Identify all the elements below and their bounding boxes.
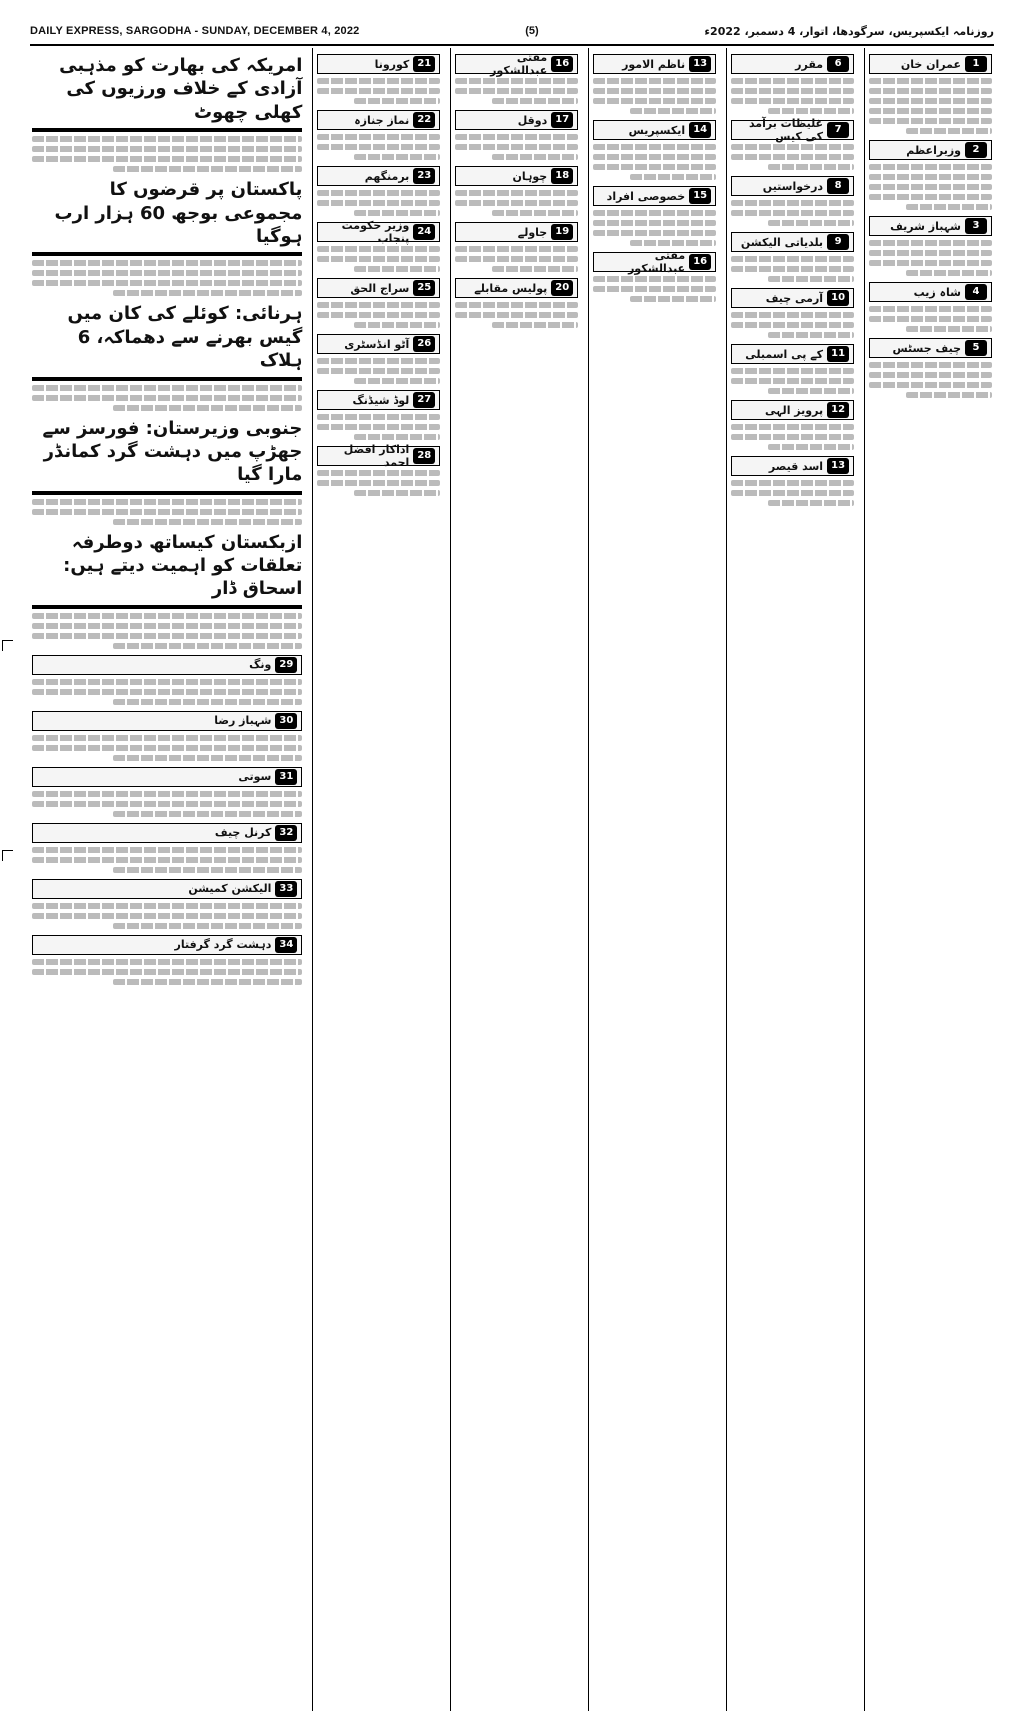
section-title: سوتی	[238, 770, 272, 784]
headline-1	[32, 54, 302, 172]
section-number: 2	[965, 142, 987, 158]
page-number: (5)	[525, 25, 539, 37]
section-title: لوڈ شیڈنگ	[352, 393, 410, 407]
section-title: آٹو انڈسٹری	[344, 337, 410, 351]
headline-subbar	[32, 491, 302, 495]
section-number: 31	[275, 769, 297, 785]
section-title: عمران خان	[900, 57, 961, 71]
crop-marker	[2, 850, 13, 861]
section-number: 16	[689, 254, 711, 270]
section-title: شاہ زیب	[913, 285, 961, 299]
section-number: 30	[275, 713, 297, 729]
section-number: 9	[827, 234, 849, 250]
column-6	[28, 48, 306, 1711]
section-title: درخواستیں	[762, 179, 824, 193]
content-grid	[28, 48, 996, 1711]
section-title: سراج الحق	[350, 281, 410, 295]
section-number: 6	[827, 56, 849, 72]
section-title: شہباز رضا	[214, 714, 272, 728]
section-2	[869, 140, 992, 210]
section-title: چوہان	[512, 169, 548, 183]
section-4	[869, 282, 992, 332]
section-title: الیکشن کمیشن	[188, 882, 272, 896]
section-title: اداکار افضل احمد	[343, 443, 410, 469]
section-title: کورونا	[374, 57, 410, 71]
section-number: 13	[827, 458, 849, 474]
section-number: 33	[275, 881, 297, 897]
section-title: مفتی عبدالشکور	[490, 51, 548, 77]
section-title: آرمی چیف	[765, 291, 824, 305]
section-title: ناظم الامور	[622, 57, 686, 71]
headline-subbar	[32, 605, 302, 609]
section-number: 20	[551, 280, 573, 296]
section-title: پرویز الہی	[764, 403, 824, 417]
masthead	[30, 18, 994, 46]
section-number: 13	[689, 56, 711, 72]
headline-text: ازبکستان کیساتھ دوطرفہ تعلقات کو اہمیت دیتے ہیں: اسحاق ڈار	[63, 531, 303, 600]
section-1	[869, 54, 992, 134]
section-title: نماز جنازہ	[354, 113, 410, 127]
section-title: برمنگھم	[364, 169, 410, 183]
headline-text: پاکستان پر قرضوں کا مجموعی بوجھ 60 ہزار ارب ہوگیا	[54, 179, 303, 247]
section-number: 11	[827, 346, 849, 362]
headline-text: ہرنائی: کوئلے کی کان میں گیس بھرنے سے دھماکہ، 6 ہلاک	[67, 303, 303, 372]
column-1	[864, 48, 996, 1711]
section-title: غلیظات برآمد کی کیس	[748, 117, 824, 143]
section-title: دہشت گرد گرفتار	[174, 938, 272, 952]
headline-4	[32, 417, 302, 525]
column-4	[450, 48, 582, 1711]
section-number: 14	[689, 122, 711, 138]
column-2	[726, 48, 858, 1711]
section-number: 10	[827, 290, 849, 306]
section-title: ایکسپریس	[628, 123, 686, 137]
section-number: 27	[413, 392, 435, 408]
section-31	[32, 767, 302, 817]
masthead-left: DAILY EXPRESS, SARGODHA - SUNDAY, DECEMBER 4, 2022	[30, 25, 360, 37]
section-title: وزیراعظم	[906, 143, 961, 157]
headline-5	[32, 531, 302, 649]
section-5	[869, 338, 992, 398]
section-32	[32, 823, 302, 873]
headline-2	[32, 178, 302, 296]
masthead-right: روزنامہ ایکسپریس، سرگودھا، اتوار، 4 دسمبر، 2022ء	[704, 24, 994, 38]
section-number: 12	[827, 402, 849, 418]
text-lines	[869, 78, 992, 134]
section-number: 4	[965, 284, 987, 300]
section-title: کے پی اسمبلی	[745, 347, 824, 361]
section-header	[869, 54, 992, 74]
section-number: 3	[965, 218, 987, 234]
section-title: کرنل چیف	[214, 826, 272, 840]
section-3	[869, 216, 992, 276]
section-33	[32, 879, 302, 929]
section-29	[32, 655, 302, 705]
section-title: شہباز شریف	[890, 219, 961, 233]
section-title: پولیس مقابلے	[474, 281, 548, 295]
section-number: 22	[413, 112, 435, 128]
section-number: 5	[965, 340, 987, 356]
section-title: چیف جسٹس	[892, 341, 961, 355]
headline-subbar	[32, 252, 302, 256]
column-5	[312, 48, 444, 1711]
headline-text: امریکہ کی بھارت کو مذہبی آزادی کے خلاف ورزیوں کی کھلی چھوٹ	[59, 55, 303, 123]
headline-text: جنوبی وزیرستان: فورسز سے جھڑپ میں دہشت گرد کمانڈر مارا گیا	[42, 417, 303, 486]
section-title: مفتی عبدالشکور	[628, 249, 686, 275]
section-34	[32, 935, 302, 985]
section-number: 28	[413, 448, 435, 464]
section-number: 17	[551, 112, 573, 128]
section-number: 15	[689, 188, 711, 204]
section-number: 29	[275, 657, 297, 673]
section-number: 8	[827, 178, 849, 194]
section-number: 18	[551, 168, 573, 184]
section-number: 1	[965, 56, 987, 72]
section-number: 34	[275, 937, 297, 953]
section-title: جاولے	[517, 225, 548, 239]
section-number: 24	[413, 224, 435, 240]
section-number: 23	[413, 168, 435, 184]
section-number: 19	[551, 224, 573, 240]
section-title: اسد قیصر	[768, 459, 824, 473]
section-number: 32	[275, 825, 297, 841]
section-title: خصوصی افراد	[606, 189, 686, 203]
section-30	[32, 711, 302, 761]
section-title: بلدیاتی الیکشن	[740, 235, 824, 249]
section-number: 7	[827, 122, 849, 138]
headline-3	[32, 302, 302, 410]
crop-marker	[2, 640, 13, 651]
section-title: وزیر حکومت پنجاب	[341, 219, 410, 245]
section-number: 21	[413, 56, 435, 72]
section-number: 26	[413, 336, 435, 352]
section-title: ونگ	[249, 658, 272, 672]
section-title: مقرر	[795, 57, 824, 71]
section-number: 16	[551, 56, 573, 72]
headline-subbar	[32, 377, 302, 381]
section-title: دوقل	[517, 113, 548, 127]
column-3	[588, 48, 720, 1711]
headline-subbar	[32, 128, 302, 132]
section-number: 25	[413, 280, 435, 296]
